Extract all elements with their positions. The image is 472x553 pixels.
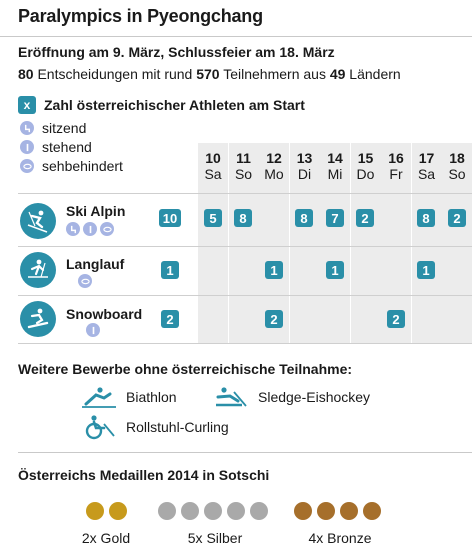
silver-medal-icon xyxy=(204,502,222,520)
day-header: 13 Di xyxy=(296,150,313,182)
standing-icon xyxy=(86,323,100,337)
silver-medal-icon xyxy=(250,502,268,520)
legend-badge-label: Zahl österreichischer Athleten am Start xyxy=(44,97,305,113)
gold-medals xyxy=(86,502,127,520)
day-header: 10 Sa xyxy=(204,150,222,182)
row-divider xyxy=(18,193,472,194)
silver-medal-icon xyxy=(158,502,176,520)
ski-alpin-categories xyxy=(66,222,114,236)
day-badge: 2 xyxy=(265,310,283,328)
biathlon-item: Biathlon xyxy=(80,384,177,410)
snowboard-icon xyxy=(20,301,56,337)
day-badge: 2 xyxy=(387,310,405,328)
standing-icon xyxy=(20,140,34,154)
total-badge: 2 xyxy=(161,310,179,328)
day-badge: 2 xyxy=(448,209,466,227)
total-badge: 1 xyxy=(161,261,179,279)
sitting-icon xyxy=(66,222,80,236)
divider xyxy=(0,36,472,37)
eye-icon xyxy=(78,274,92,288)
legend-badge: x xyxy=(18,96,36,114)
stats-info: 80 Entscheidungen mit rund 570 Teilnehmern aus 49 Ländern xyxy=(18,66,401,82)
sport-name-langlauf: Langlauf xyxy=(66,256,125,272)
gold-count: 2x Gold xyxy=(81,530,131,546)
legend-athletes xyxy=(18,96,305,114)
row-divider xyxy=(18,246,472,247)
participants-count: 570 xyxy=(196,66,220,82)
other-sports-title: Weitere Bewerbe ohne österreichische Teilnahme: xyxy=(18,361,353,377)
bronze-medal-icon xyxy=(317,502,335,520)
bronze-medal-icon xyxy=(340,502,358,520)
day-badge: 8 xyxy=(295,209,313,227)
sledge-hockey-item: Sledge-Eishockey xyxy=(212,384,370,410)
gold-medal-icon xyxy=(86,502,104,520)
day-header: 14 Mi xyxy=(327,150,343,182)
silver-medal-icon xyxy=(181,502,199,520)
wheelchair-curling-icon xyxy=(80,414,118,440)
eye-icon xyxy=(100,222,114,236)
day-header: 18 So xyxy=(448,150,466,182)
standing-icon xyxy=(83,222,97,236)
bronze-medal-icon xyxy=(294,502,312,520)
day-badge: 8 xyxy=(234,209,252,227)
total-badge: 10 xyxy=(159,209,181,227)
snowboard-categories xyxy=(86,323,100,337)
sledge-hockey-icon xyxy=(212,384,250,410)
langlauf-categories xyxy=(78,274,92,288)
cross-country-icon xyxy=(20,252,56,288)
medals-title: Österreichs Medaillen 2014 in Sotschi xyxy=(18,467,270,483)
day-header: 17 Sa xyxy=(417,150,436,182)
legend-visually-impaired: sehbehindert xyxy=(18,158,123,174)
day-badge: 5 xyxy=(204,209,222,227)
countries-count: 49 xyxy=(329,66,346,82)
silver-medals xyxy=(158,502,268,520)
sport-name-snowboard: Snowboard xyxy=(66,306,143,322)
sitting-icon xyxy=(20,121,34,135)
curling-item: Rollstuhl-Curling xyxy=(80,414,229,440)
bronze-medal-icon xyxy=(363,502,381,520)
day-header: 15 Do xyxy=(356,150,375,182)
day-badge: 2 xyxy=(356,209,374,227)
row-divider xyxy=(18,343,472,344)
dates-info: Eröffnung am 9. März, Schlussfeier am 18. März xyxy=(18,44,335,60)
sport-name-ski-alpin: Ski Alpin xyxy=(66,203,126,219)
legend-sitting: sitzend xyxy=(18,120,86,136)
day-header: 16 Fr xyxy=(388,150,404,182)
legend-standing: stehend xyxy=(18,139,92,155)
day-header: 12 Mo xyxy=(264,150,284,182)
day-badge: 1 xyxy=(265,261,283,279)
silver-count: 5x Silber xyxy=(187,530,243,546)
silver-medal-icon xyxy=(227,502,245,520)
biathlon-icon xyxy=(80,384,118,410)
divider xyxy=(18,452,472,453)
page-title: Paralympics in Pyeongchang xyxy=(18,6,263,26)
eye-icon xyxy=(20,159,34,173)
bronze-medals xyxy=(294,502,381,520)
decisions-count: 80 xyxy=(18,66,34,82)
ski-alpine-icon xyxy=(20,203,56,239)
day-badge: 7 xyxy=(326,209,344,227)
row-divider xyxy=(18,295,472,296)
gold-medal-icon xyxy=(109,502,127,520)
day-badge: 8 xyxy=(417,209,435,227)
day-badge: 1 xyxy=(326,261,344,279)
day-badge: 1 xyxy=(417,261,435,279)
bronze-count: 4x Bronze xyxy=(308,530,372,546)
day-header: 11 So xyxy=(234,150,253,182)
